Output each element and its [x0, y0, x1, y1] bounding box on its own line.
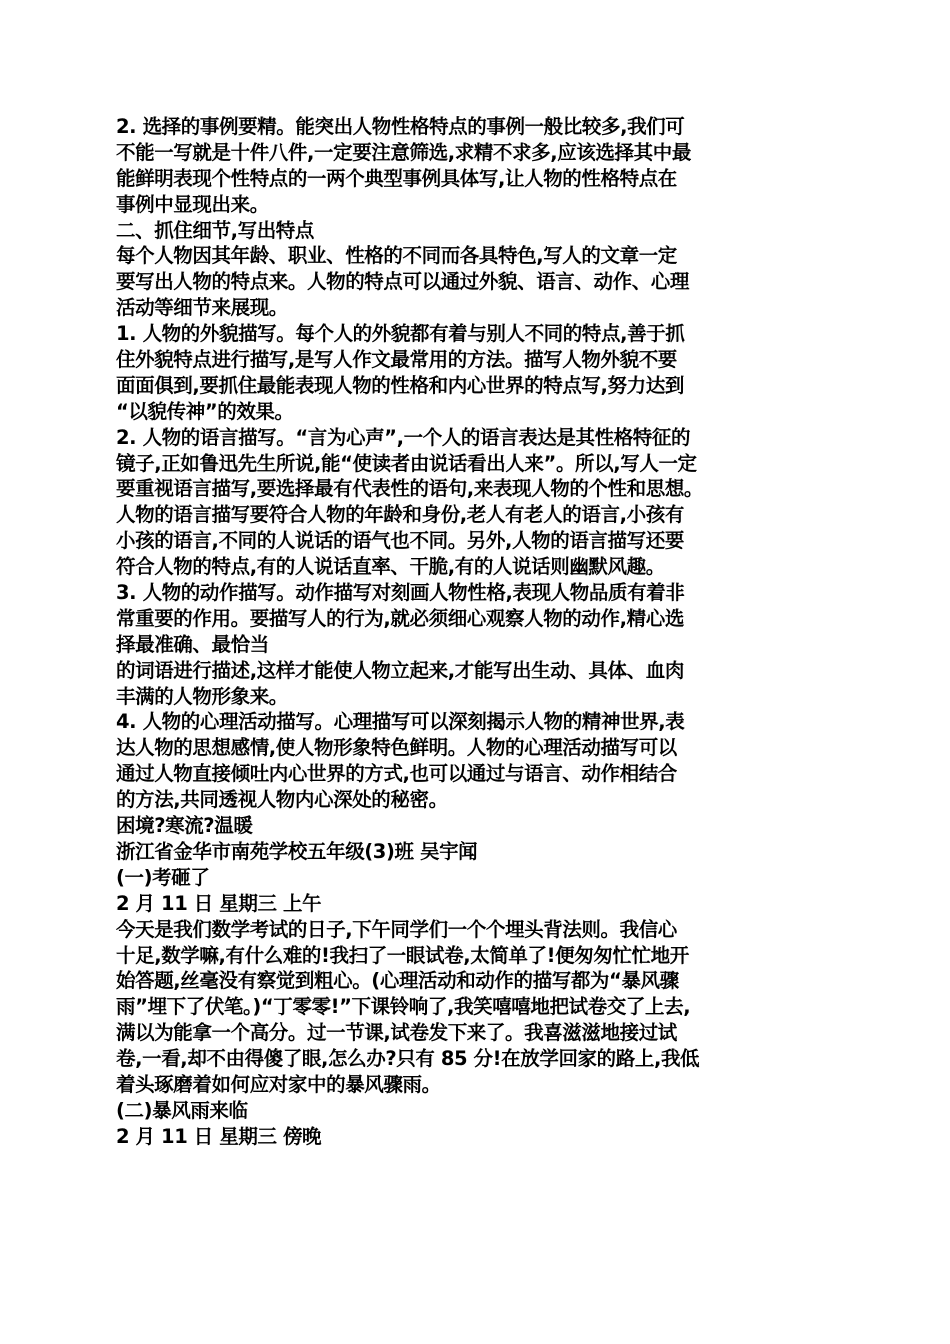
- text-line-22: 的词语进行描述,这样才能使人物立起来,才能写出生动、具体、血肉: [116, 658, 684, 682]
- text-line-6: 每个人物因其年龄、职业、性格的不同而各具特色,写人的文章一定: [116, 244, 677, 268]
- text-line-10: 住外貌特点进行描写,是写人作文最常用的方法。描写人物外貌不要: [116, 348, 677, 372]
- text-line-15: 要重视语言描写,要选择最有代表性的语句,来表现人物的个性和思想。: [116, 477, 704, 501]
- part-one-heading: (一)考砸了: [116, 865, 210, 889]
- text-line-13: 2. 人物的语言描写。“言为心声”,一个人的语言表达是其性格特征的: [116, 425, 691, 449]
- text-line-8: 活动等细节来展现。: [116, 296, 288, 320]
- text-line-2: 不能一写就是十件八件,一定要注意筛选,求精不求多,应该选择其中最: [116, 140, 691, 164]
- diary-date-1: 2 月 11 日 星期三 上午: [116, 891, 322, 915]
- text-line-12: “以貌传神”的效果。: [116, 399, 294, 423]
- text-line-25: 达人物的思想感情,使人物形象特色鲜明。人物的心理活动描写可以: [116, 736, 677, 760]
- text-line-19: 3. 人物的动作描写。动作描写对刻画人物性格,表现人物品质有着非: [116, 581, 685, 605]
- text-line-32: 今天是我们数学考试的日子,下午同学们一个个埋头背法则。我信心: [116, 917, 677, 941]
- text-line-38: 着头琢磨着如何应对家中的暴风骤雨。: [116, 1072, 441, 1096]
- text-line-14: 镜子,正如鲁迅先生所说,能“使读者由说话看出人来”。所以,写人一定: [116, 451, 697, 475]
- text-line-18: 符合人物的特点,有的人说话直率、干脆,有的人说话则幽默风趣。: [116, 555, 665, 579]
- text-line-17: 小孩的语言,不同的人说话的语气也不同。另外,人物的语言描写还要: [116, 529, 684, 553]
- text-line-23: 丰满的人物形象来。: [116, 684, 288, 708]
- text-line-4: 事例中显现出来。: [116, 192, 269, 216]
- essay-title: 困境?寒流?温暖: [116, 814, 253, 838]
- text-line-35: 雨”埋下了伏笔。)“丁零零!”下课铃响了,我笑嘻嘻地把试卷交了上去,: [116, 995, 691, 1019]
- text-line-1: 2. 选择的事例要精。能突出人物性格特点的事例一般比较多,我们可: [116, 115, 685, 138]
- text-line-7: 要写出人物的特点来。人物的特点可以通过外貌、语言、动作、心理: [116, 270, 690, 294]
- text-line-20: 常重要的作用。要描写人的行为,就必须细心观察人物的动作,精心选: [116, 606, 684, 630]
- text-line-36: 满以为能拿一个高分。过一节课,试卷发下来了。我喜滋滋地接过试: [116, 1021, 677, 1045]
- text-line-11: 面面俱到,要抓住最能表现人物的性格和内心世界的特点写,努力达到: [116, 373, 684, 397]
- text-line-9: 1. 人物的外貌描写。每个人的外貌都有着与别人不同的特点,善于抓: [116, 322, 685, 346]
- document-body: [116, 114, 838, 1150]
- diary-date-2: 2 月 11 日 星期三 傍晚: [116, 1124, 322, 1148]
- text-line-27: 的方法,共同透视人物内心深处的秘密。: [116, 788, 448, 812]
- part-two-heading: (二)暴风雨来临: [116, 1098, 248, 1122]
- essay-author: 浙江省金华市南苑学校五年级(3)班 吴宇闻: [116, 839, 478, 863]
- text-line-24: 4. 人物的心理活动描写。心理描写可以深刻揭示人物的精神世界,表: [116, 710, 685, 734]
- section-heading: 二、抓住细节,写出特点: [116, 218, 315, 242]
- text-line-16: 人物的语言描写要符合人物的年龄和身份,老人有老人的语言,小孩有: [116, 503, 684, 527]
- text-line-37: 卷,一看,却不由得傻了眼,怎么办?只有 85 分!在放学回家的路上,我低: [116, 1047, 700, 1071]
- text-line-21: 择最准确、最恰当: [116, 632, 269, 656]
- text-line-34: 始答题,丝毫没有察觉到粗心。(心理活动和动作的描写都为“暴风骤: [116, 969, 679, 993]
- text-line-26: 通过人物直接倾吐内心世界的方式,也可以通过与语言、动作相结合: [116, 762, 677, 786]
- text-line-33: 十足,数学嘛,有什么难的!我扫了一眼试卷,太简单了!便匆匆忙忙地开: [116, 943, 689, 967]
- text-line-3: 能鲜明表现个性特点的一两个典型事例具体写,让人物的性格特点在: [116, 166, 677, 190]
